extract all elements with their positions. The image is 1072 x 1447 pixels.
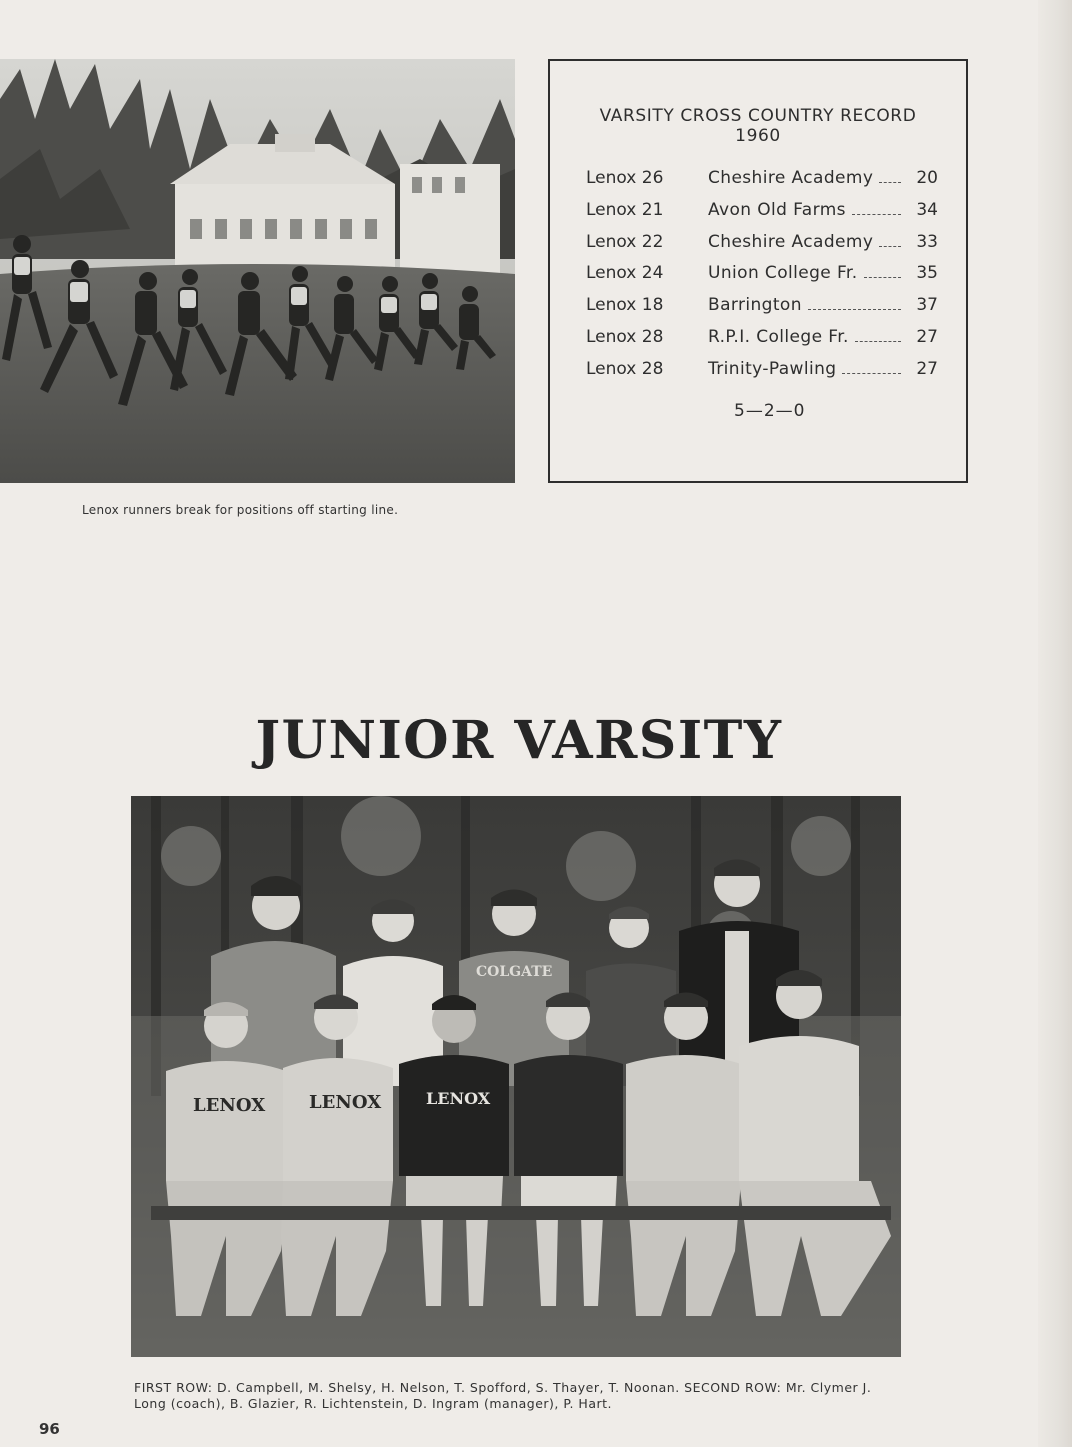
lenox-score: Lenox 28: [586, 327, 664, 347]
opponent-name: Cheshire Academy: [708, 232, 874, 252]
opponent-score: 27: [916, 327, 938, 347]
record-row: [586, 295, 938, 319]
lenox-score: Lenox 24: [586, 263, 664, 283]
cross-country-record-box: [548, 59, 968, 483]
opponent-name: Avon Old Farms: [708, 200, 846, 220]
record-row: [586, 232, 938, 256]
team-photo-caption: FIRST ROW: D. Campbell, M. Shelsy, H. Nelson, T. Spofford, S. Thayer, T. Noonan. SECOND ROW: Mr. Clymer J. Long (coach), B. Glazier, R. Lichtenstein, D. Ingram (manager), P. Hart.: [134, 1380, 872, 1411]
season-record-summary: 5—2—0: [734, 401, 806, 421]
section-heading: JUNIOR VARSITY: [255, 710, 783, 771]
opponent-name: R.P.I. College Fr.: [708, 327, 849, 347]
shirt-lettering: LENOX: [193, 1095, 266, 1116]
record-year: 1960: [735, 126, 781, 146]
lenox-score: Lenox 18: [586, 295, 664, 315]
opponent-name: Cheshire Academy: [708, 168, 874, 188]
record-row: [586, 327, 938, 351]
record-row: [586, 263, 938, 287]
opponent-score: 33: [916, 232, 938, 252]
record-title-text: VARSITY CROSS COUNTRY RECORD: [599, 106, 917, 126]
opponent-score: 20: [916, 168, 938, 188]
runners-photo: [0, 59, 515, 483]
team-photo: [131, 796, 901, 1357]
page-number: 96: [39, 1420, 60, 1438]
opponent-score: 34: [916, 200, 938, 220]
lenox-score: Lenox 26: [586, 168, 664, 188]
opponent-score: 37: [916, 295, 938, 315]
shirt-lettering: LENOX: [309, 1092, 382, 1113]
page-edge: [1038, 0, 1072, 1447]
opponent-name: Trinity-Pawling: [708, 359, 837, 379]
opponent-score: 35: [916, 263, 938, 283]
runners-photo-caption: Lenox runners break for positions off starting line.: [82, 503, 399, 517]
record-row: [586, 359, 938, 383]
record-row: [586, 200, 938, 224]
opponent-name: Union College Fr.: [708, 263, 858, 283]
record-title: [550, 106, 966, 146]
opponent-score: 27: [916, 359, 938, 379]
record-row: [586, 168, 938, 192]
lenox-score: Lenox 22: [586, 232, 664, 252]
lenox-score: Lenox 28: [586, 359, 664, 379]
shirt-lettering: LENOX: [426, 1089, 491, 1108]
shirt-lettering: COLGATE: [476, 964, 553, 980]
opponent-name: Barrington: [708, 295, 802, 315]
lenox-score: Lenox 21: [586, 200, 664, 220]
